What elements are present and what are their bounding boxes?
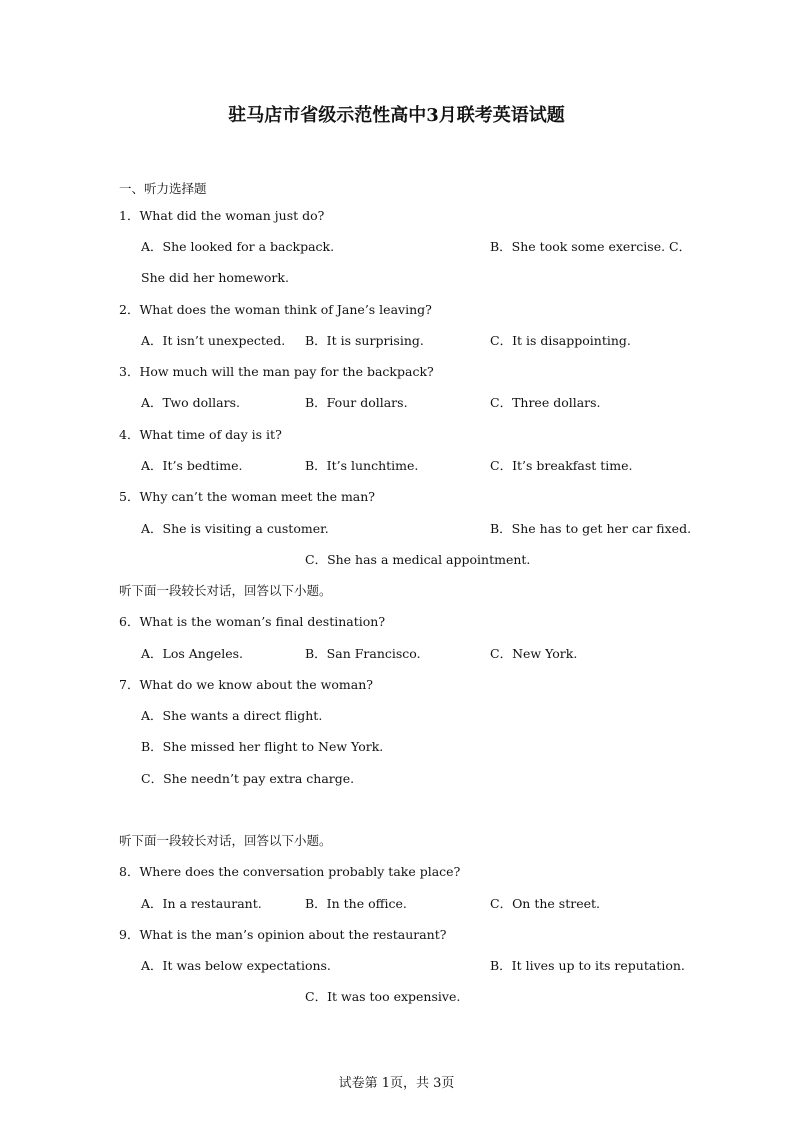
q6-option-a: A．Los Angeles. xyxy=(141,646,244,661)
page-title: 驻马店市省级示范性高中3月联考英语试题 xyxy=(228,105,565,126)
instruction-text: 听下面一段较长对话，回答以下小题。 xyxy=(119,583,332,598)
question-6: 6．What is the woman’s final destination? xyxy=(119,614,386,629)
q1-option-c-continued: She did her homework. xyxy=(141,270,289,285)
q8-option-c: C．On the street. xyxy=(490,896,600,911)
q2-option-a: A．It isn’t unexpected. xyxy=(141,333,286,348)
q6-option-b: B．San Francisco. xyxy=(305,646,421,661)
question-2: 2．What does the woman think of Jane’s leaving? xyxy=(119,302,432,317)
question-7: 7．What do we know about the woman? xyxy=(119,677,373,692)
question-9: 9．What is the man’s opinion about the restaurant? xyxy=(119,927,447,942)
question-5: 5．Why can’t the woman meet the man? xyxy=(119,489,376,504)
q5-option-a: A．She is visiting a customer. xyxy=(141,521,329,536)
q4-option-b: B．It’s lunchtime. xyxy=(305,458,419,473)
q5-option-c: C．She has a medical appointment. xyxy=(305,552,531,567)
q5-option-b: B．She has to get her car fixed. xyxy=(490,521,692,536)
page-footer: 试卷第 1页，共 3页 xyxy=(338,1076,455,1091)
q3-option-c: C．Three dollars. xyxy=(490,395,601,410)
q1-option-b: B．She took some exercise. C． xyxy=(490,239,692,254)
section-heading: 一、听力选择题 xyxy=(119,181,207,196)
q8-option-a: A．In a restaurant. xyxy=(141,896,262,911)
q2-option-b: B．It is surprising. xyxy=(305,333,424,348)
question-8: 8．Where does the conversation probably take place? xyxy=(119,864,461,879)
q1-option-a: A．She looked for a backpack. xyxy=(141,239,335,254)
q8-option-b: B．In the office. xyxy=(305,896,407,911)
q2-option-c: C．It is disappointing. xyxy=(490,333,631,348)
q4-option-a: A．It’s bedtime. xyxy=(141,458,243,473)
q9-option-a: A．It was below expectations. xyxy=(141,958,331,973)
q7-option-b: B．She missed her flight to New York. xyxy=(141,739,384,754)
q3-option-a: A．Two dollars. xyxy=(141,395,240,410)
q7-option-a: A．She wants a direct flight. xyxy=(141,708,323,723)
q6-option-c: C．New York. xyxy=(490,646,578,661)
q4-option-c: C．It’s breakfast time. xyxy=(490,458,633,473)
q7-option-c: C．She needn’t pay extra charge. xyxy=(141,771,355,786)
question-4: 4．What time of day is it? xyxy=(119,427,282,442)
instruction-text: 听下面一段较长对话，回答以下小题。 xyxy=(119,833,332,848)
question-1: 1．What did the woman just do? xyxy=(119,208,325,223)
q9-option-b: B．It lives up to its reputation. xyxy=(490,958,685,973)
q9-option-c: C．It was too expensive. xyxy=(305,989,461,1004)
q3-option-b: B．Four dollars. xyxy=(305,395,408,410)
question-3: 3．How much will the man pay for the backpack? xyxy=(119,364,434,379)
